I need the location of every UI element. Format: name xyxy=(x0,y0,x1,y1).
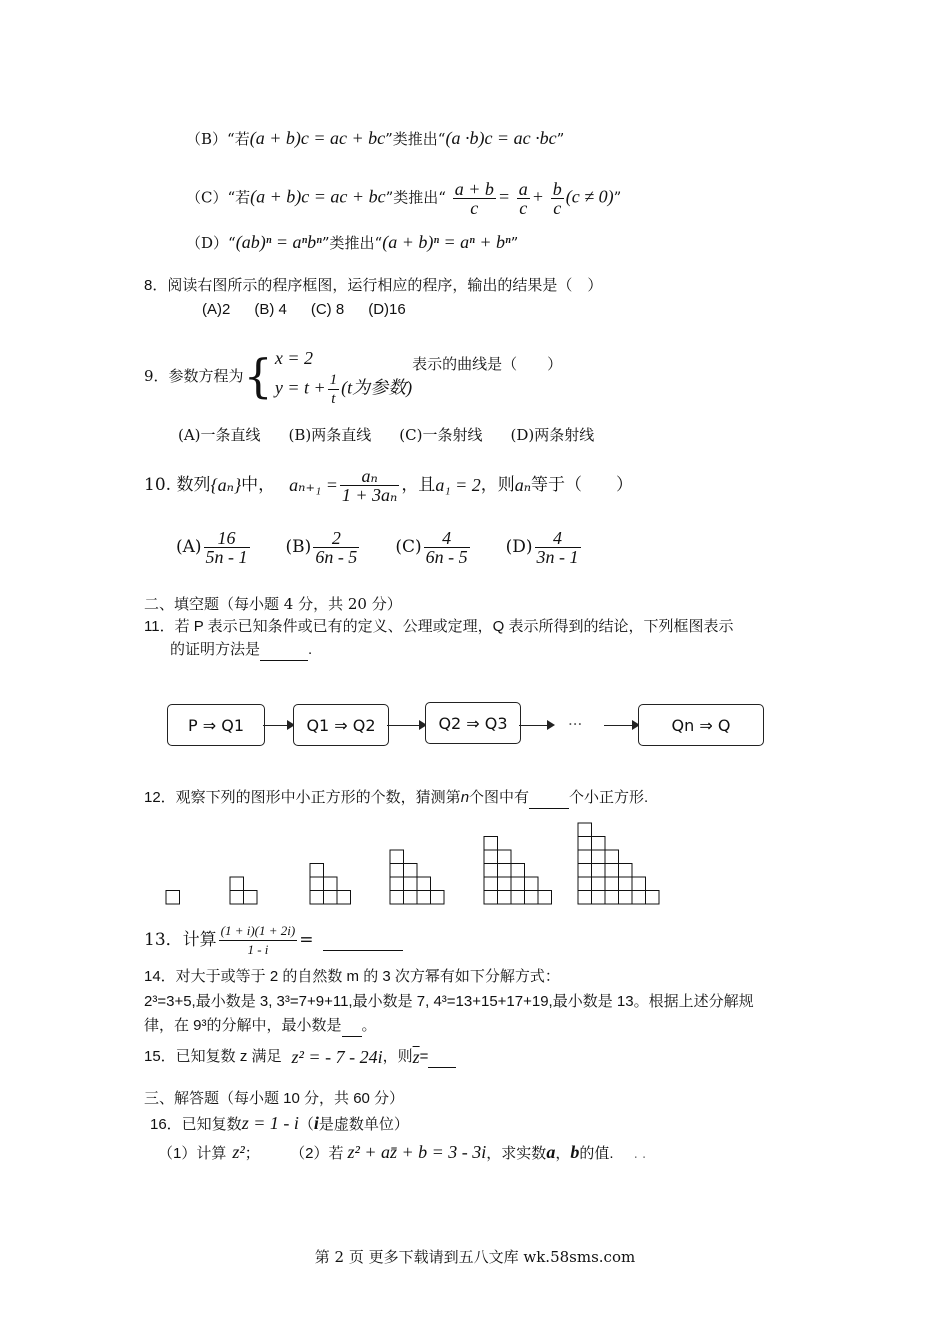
q7-option-c: （C）“若(a + b)c = ac + bc”类推出“ $\frac{a + b}{c}$ = $\frac{a}{c}$ + $\frac{b}{c}$ (c ≠ 0)” xyxy=(186,179,622,218)
small-square xyxy=(646,891,660,905)
small-square xyxy=(511,891,525,905)
flow-box-1: P ⇒ Q1 xyxy=(167,704,265,746)
small-square xyxy=(404,864,418,878)
small-square xyxy=(632,891,646,905)
section-3-heading: 三、解答题（每小题 10 分，共 60 分） xyxy=(144,1090,405,1107)
q12-answer-blank xyxy=(529,788,569,809)
small-square xyxy=(592,891,606,905)
q13-answer-blank xyxy=(323,930,403,951)
q12-stem: 12．观察下列的图形中小正方形的个数，猜测第n个图中有 个小正方形. xyxy=(144,788,648,809)
small-square xyxy=(605,864,619,878)
small-square xyxy=(244,891,258,905)
small-square xyxy=(578,850,592,864)
small-square xyxy=(578,823,592,837)
q7-c-fraction-1: $\frac{a + b}{c}$ xyxy=(454,179,494,218)
small-square xyxy=(390,850,404,864)
small-square xyxy=(619,891,633,905)
small-square xyxy=(390,877,404,891)
q14-line2: 2³=3+5,最小数是 3, 3³=7+9+11,最小数是 7, 4³=13+15+17+19,最小数是 13。根据上述分解规 xyxy=(144,993,754,1010)
small-square xyxy=(417,877,431,891)
small-square xyxy=(498,891,512,905)
small-square xyxy=(525,877,539,891)
small-square xyxy=(484,837,498,851)
flow-arrow-3 xyxy=(519,725,553,726)
small-square xyxy=(404,877,418,891)
flow-box-3: Q2 ⇒ Q3 xyxy=(425,702,521,744)
small-square xyxy=(632,877,646,891)
small-square xyxy=(166,891,180,905)
small-square xyxy=(310,891,324,905)
small-square xyxy=(310,877,324,891)
flow-arrow-2 xyxy=(387,725,425,726)
q7-c-fraction-2: $\frac{a}{c}$ xyxy=(518,179,528,218)
flow-ellipsis: ··· xyxy=(568,715,583,733)
small-square xyxy=(578,864,592,878)
small-square xyxy=(337,891,351,905)
q10-options: (A) $\frac{16}{5n - 1}$ (B) $\frac{2}{6n - 5}$ (C) $\frac{4}{6n - 5}$ (D) $\frac{4}{3n - 1}$ xyxy=(176,527,579,567)
q14-line3: 律，在 9³的分解中，最小数是 。 xyxy=(144,1016,377,1037)
small-square xyxy=(578,891,592,905)
q11-stem-line2: 的证明方法是 . xyxy=(170,640,312,661)
q7-option-d: （D）“(ab)ⁿ = aⁿbⁿ”类推出“(a + b)ⁿ = aⁿ + bⁿ” xyxy=(186,232,519,252)
stair-figure-4 xyxy=(390,850,444,904)
small-square xyxy=(230,891,244,905)
stair-figure-6 xyxy=(578,823,659,904)
small-square xyxy=(230,877,244,891)
small-square xyxy=(390,864,404,878)
section-2-heading: 二、填空题（每小题 4 分，共 20 分） xyxy=(144,595,402,613)
small-square xyxy=(592,850,606,864)
staircase-figures xyxy=(150,820,670,908)
q16-parts: （1）计算 z²； （2）若 z² + az̄ + b = 3 - 3i，求实数a，b的值. . . xyxy=(158,1142,647,1162)
stair-figure-2 xyxy=(230,877,257,904)
small-square xyxy=(605,850,619,864)
q15-stem: 15．已知复数 z 满足 z² = - 7 - 24i ，则 $\overline{z}$ = xyxy=(144,1040,456,1074)
flow-box-4: Qn ⇒ Q xyxy=(638,704,764,746)
flow-arrow-1 xyxy=(263,725,293,726)
small-square xyxy=(605,891,619,905)
q16-stem: 16．已知复数z = 1 - i（i是虚数单位） xyxy=(150,1113,409,1133)
small-square xyxy=(525,891,539,905)
q13-stem: 13．计算 $\frac{(1 + i)(1 + 2i)}{1 - i}$ = xyxy=(144,920,403,960)
small-square xyxy=(484,864,498,878)
small-square xyxy=(324,891,338,905)
q8-stem: 8．阅读右图所示的程序框图，运行相应的程序，输出的结果是（ ） xyxy=(144,277,603,294)
q7-option-b: （B）“若(a + b)c = ac + bc”类推出“(a ·b)c = ac ·bc” xyxy=(186,128,565,148)
q9-options: (A)一条直线 (B)两条直线 (C)一条射线 (D)两条射线 xyxy=(178,426,595,444)
page-footer: 第 2 页 更多下载请到五八文库 wk.58sms.com xyxy=(314,1248,636,1266)
small-square xyxy=(390,891,404,905)
q14-answer-blank xyxy=(342,1016,362,1037)
small-square xyxy=(605,877,619,891)
small-square xyxy=(619,864,633,878)
small-square xyxy=(498,850,512,864)
q14-line1: 14．对大于或等于 2 的自然数 m 的 3 次方幂有如下分解方式： xyxy=(144,968,560,985)
small-square xyxy=(417,891,431,905)
small-square xyxy=(324,877,338,891)
q9-stem: 9．参数方程为 { x = 2 y = t + $\frac{1}{t}$ (t为参数) 表示的曲线是（ ） xyxy=(144,336,562,416)
small-square xyxy=(431,891,445,905)
small-square xyxy=(538,891,552,905)
stair-figure-1 xyxy=(166,891,180,905)
q13-fraction: $\frac{(1 + i)(1 + 2i)}{1 - i}$ xyxy=(220,922,296,957)
q7-c-fraction-3: $\frac{b}{c}$ xyxy=(552,179,562,218)
q8-options: (A)2 (B) 4 (C) 8 (D)16 xyxy=(202,301,406,318)
small-square xyxy=(619,877,633,891)
small-square xyxy=(511,877,525,891)
stair-figure-3 xyxy=(310,864,351,905)
small-square xyxy=(484,891,498,905)
small-square xyxy=(578,877,592,891)
small-square xyxy=(404,891,418,905)
q9-equation-system: x = 2 y = t + $\frac{1}{t}$ (t为参数) xyxy=(274,347,413,407)
q11-answer-blank xyxy=(260,640,308,661)
q15-answer-blank xyxy=(428,1047,456,1068)
small-square xyxy=(484,877,498,891)
small-square xyxy=(592,837,606,851)
flow-box-2: Q1 ⇒ Q2 xyxy=(293,704,389,746)
q10-recurrence-fraction: $\frac{\text{aₙ}}{\text{1 + 3aₙ}}$ xyxy=(341,465,398,505)
small-square xyxy=(592,877,606,891)
q10-stem: 10. 数列 {aₙ} 中， aₙ₊₁ = $\frac{\text{aₙ}}{\text{1 + 3aₙ}}$ ，且 a₁ = 2 ，则 aₙ 等于（ ） xyxy=(144,465,634,505)
flow-arrow-4 xyxy=(604,725,638,726)
small-square xyxy=(310,864,324,878)
small-square xyxy=(498,864,512,878)
small-square xyxy=(578,837,592,851)
small-square xyxy=(592,864,606,878)
q11-stem-line1: 11．若 P 表示已知条件或已有的定义、公理或定理，Q 表示所得到的结论，下列框图表示 xyxy=(144,618,734,635)
stair-figure-5 xyxy=(484,837,552,905)
brace-symbol: { xyxy=(243,349,273,403)
small-square xyxy=(511,864,525,878)
small-square xyxy=(498,877,512,891)
small-square xyxy=(484,850,498,864)
